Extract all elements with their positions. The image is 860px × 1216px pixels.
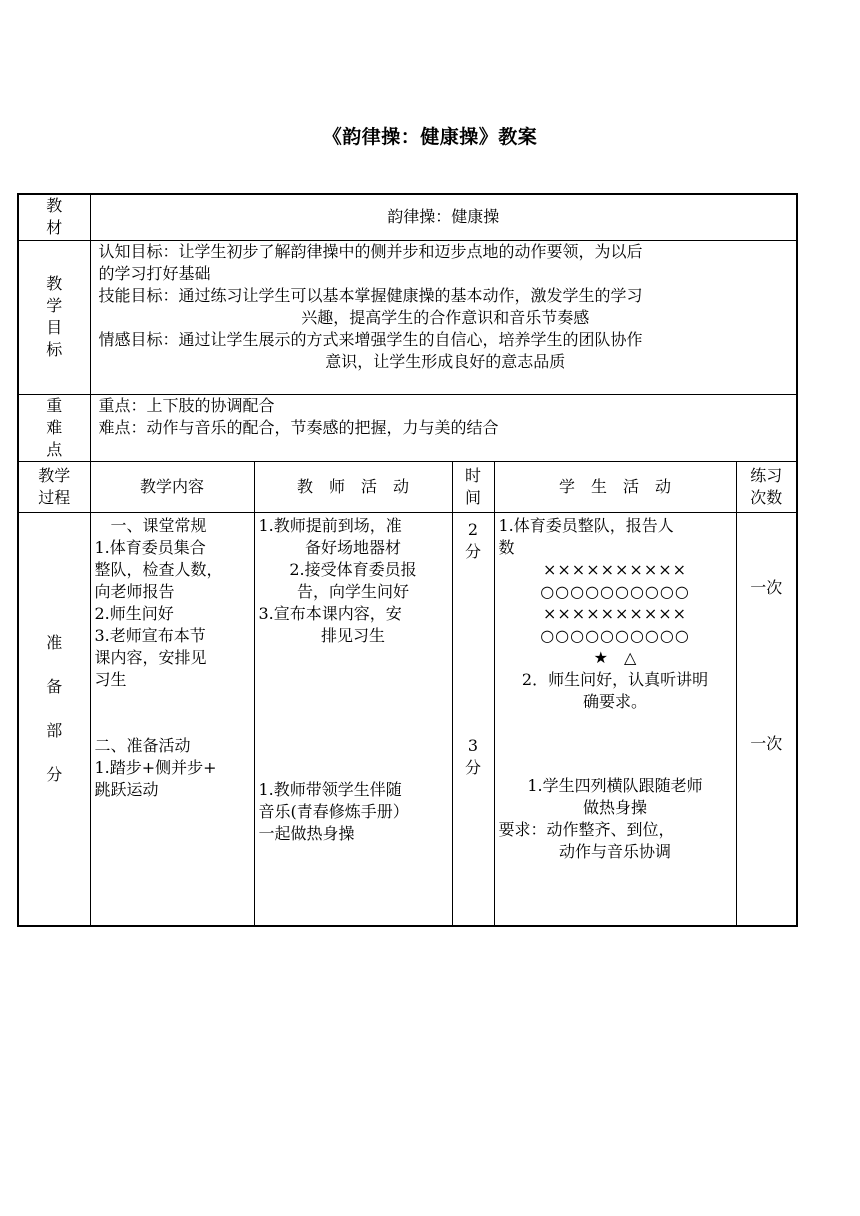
keypoints-label-char: 重	[46, 395, 63, 415]
content-line: 向老师报告	[94, 581, 175, 601]
header-content: 教学内容	[90, 461, 254, 512]
goals-label-char: 教	[46, 274, 63, 293]
header-time-line: 时	[464, 465, 481, 485]
formation-row-cross: ××××××××××	[542, 603, 688, 623]
time-unit: 分	[464, 541, 481, 561]
keypoints-label-char: 点	[46, 439, 63, 459]
student-line: 2．师生问好，认真听讲明	[521, 669, 709, 689]
header-count-line: 次数	[750, 487, 783, 507]
header-count	[736, 461, 797, 512]
formation-row-circle: ○○○○○○○○○○	[540, 625, 690, 645]
page-title: 《韵律操：健康操》教案	[322, 126, 538, 148]
teacher-line: 备好场地器材	[304, 537, 401, 557]
keypoints-label	[18, 394, 90, 461]
student-line: 1.学生四列横队跟随老师	[527, 775, 703, 795]
student-line: 动作与音乐协调	[558, 841, 671, 861]
student-line: 1.体育委员整队，报告人	[498, 515, 674, 535]
practice-count: 一次	[750, 577, 783, 597]
material-value: 韵律操：健康操	[90, 194, 797, 240]
material-row	[18, 194, 797, 240]
time-cell	[452, 512, 494, 926]
teacher-cell	[254, 512, 452, 926]
content-line: 3.老师宣布本节	[94, 625, 206, 645]
section-label-char: 分	[46, 764, 63, 784]
teacher-line: 一起做热身操	[258, 823, 355, 843]
student-line: 数	[498, 537, 515, 557]
header-time-line: 间	[464, 487, 481, 507]
cognitive-goal-line2: 的学习打好基础	[98, 263, 211, 283]
formation-markers: ★ △	[593, 647, 637, 667]
student-line: 确要求。	[582, 691, 647, 711]
section-label-char: 备	[46, 676, 63, 696]
keypoints-row	[18, 394, 797, 461]
formation-row-cross: ××××××××××	[542, 559, 688, 579]
lesson-plan-table	[17, 193, 798, 927]
teacher-line: 音乐(青春修炼手册）	[258, 801, 409, 821]
section-label-char: 部	[46, 720, 63, 740]
header-teacher: 教 师 活 动	[254, 461, 452, 512]
keypoints-content	[90, 394, 797, 461]
cognitive-goal-line1: 认知目标：让学生初步了解韵律操中的侧并步和迈步点地的动作要领，为以后	[98, 241, 643, 261]
content-line: 习生	[94, 669, 127, 689]
section-label	[18, 512, 90, 926]
time-unit: 分	[464, 757, 481, 777]
section-label-char: 准	[46, 632, 63, 652]
content-line: 整队，检查人数，	[94, 559, 223, 579]
time-value: 3	[467, 735, 479, 755]
skill-goal-line2: 兴趣，提高学生的合作意识和音乐节奏感	[301, 307, 590, 327]
count-cell	[736, 512, 797, 926]
teacher-line: 排见习生	[320, 625, 385, 645]
content-line: 1.踏步+侧并步+	[94, 757, 217, 777]
goals-label-char: 目	[46, 318, 63, 337]
skill-goal-line1: 技能目标：通过练习让学生可以基本掌握健康操的基本动作，激发学生的学习	[98, 285, 643, 305]
header-time	[452, 461, 494, 512]
student-cell	[494, 512, 736, 926]
student-line: 要求：动作整齐、到位，	[498, 819, 675, 839]
material-label-char: 材	[46, 218, 63, 237]
header-process-line: 过程	[38, 487, 71, 507]
difficult-point: 难点：动作与音乐的配合，节奏感的把握，力与美的结合	[98, 417, 499, 437]
teacher-line: 1.教师提前到场，准	[258, 515, 402, 535]
teacher-line: 2.接受体育委员报	[289, 559, 417, 579]
content-line: 课内容，安排见	[94, 647, 207, 667]
content-heading-2: 二、准备活动	[94, 735, 191, 755]
practice-count: 一次	[750, 733, 783, 753]
teacher-line: 告，向学生问好	[296, 581, 409, 601]
material-label	[18, 194, 90, 240]
teacher-line: 3.宣布本课内容，安	[258, 603, 402, 623]
time-value: 2	[467, 519, 479, 539]
header-row	[18, 461, 797, 512]
preparation-row	[18, 512, 797, 926]
student-line: 做热身操	[582, 797, 647, 817]
header-student: 学 生 活 动	[494, 461, 736, 512]
goals-row	[18, 240, 797, 394]
content-line: 1.体育委员集合	[94, 537, 206, 557]
goals-label-char: 标	[46, 340, 63, 359]
content-cell	[90, 512, 254, 926]
content-heading-1: 一、课堂常规	[110, 515, 207, 535]
keypoints-label-char: 难	[46, 417, 63, 437]
formation-row-circle: ○○○○○○○○○○	[540, 581, 690, 601]
header-process	[18, 461, 90, 512]
goals-label	[18, 240, 90, 394]
teacher-line: 1.教师带领学生伴随	[258, 779, 402, 799]
goals-label-char: 学	[46, 296, 63, 315]
header-process-line: 教学	[38, 465, 71, 485]
key-point: 重点：上下肢的协调配合	[98, 395, 275, 415]
emotion-goal-line2: 意识，让学生形成良好的意志品质	[325, 351, 566, 371]
emotion-goal-line1: 情感目标：通过让学生展示的方式来增强学生的自信心，培养学生的团队协作	[98, 329, 643, 349]
material-label-char: 教	[46, 196, 63, 215]
content-line: 2.师生问好	[94, 603, 174, 623]
goals-content	[90, 240, 797, 394]
header-count-line: 练习	[750, 465, 783, 485]
content-line: 跳跃运动	[94, 779, 159, 799]
